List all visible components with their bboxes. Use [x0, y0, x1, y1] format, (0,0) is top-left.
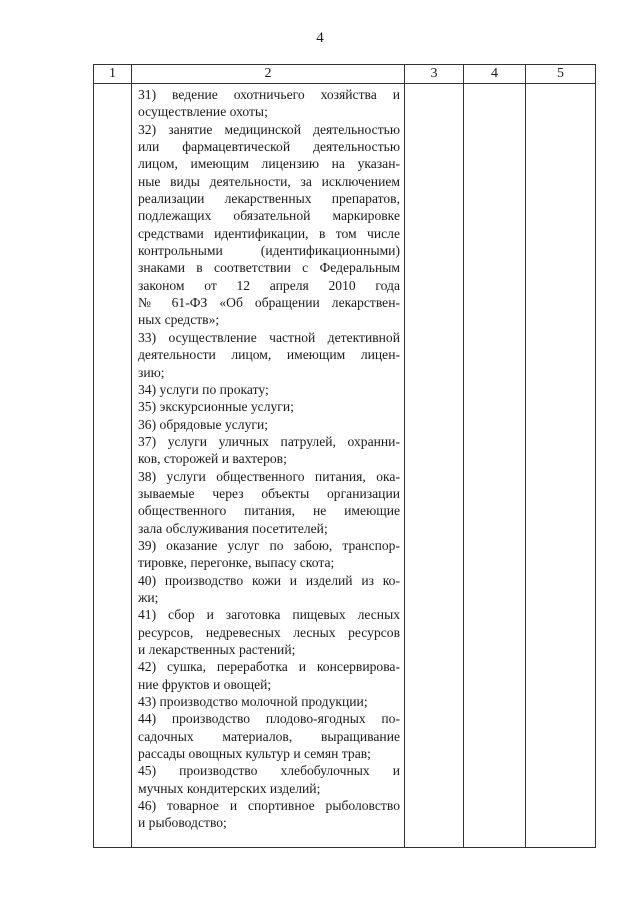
text-line: 45) производство хлебобулочных и [138, 763, 400, 779]
cell-col-3 [405, 84, 464, 848]
text-line: 36) обрядовые услуги; [138, 416, 269, 432]
text-line: ков, сторожей и вахтеров; [138, 451, 287, 467]
text-line: ные виды деятельности, за исключением [138, 173, 400, 189]
text-line: жи; [138, 589, 159, 605]
activity-list [138, 86, 400, 832]
text-line: зываемые через объекты организации [138, 485, 400, 501]
text-line: 38) услуги общественного питания, ока- [138, 468, 400, 484]
cell-col-5 [526, 84, 596, 848]
text-line: 46) товарное и спортивное рыболовство [138, 798, 400, 814]
text-line: и рыбоводство; [138, 815, 227, 831]
column-header-2: 2 [132, 65, 405, 84]
text-line: мучных кондитерских изделий; [138, 780, 321, 796]
column-header-5: 5 [526, 65, 596, 84]
cell-col-1 [94, 84, 132, 848]
activity-list-cell [132, 84, 405, 848]
text-line: средствами идентификации, в том числе [138, 225, 400, 241]
text-line: зала обслуживания посетителей; [138, 520, 328, 536]
cell-col-4 [464, 84, 526, 848]
text-line: 37) услуги уличных патрулей, охранни- [138, 433, 400, 449]
text-line: или фармацевтической деятельностью [138, 139, 400, 155]
table-row [94, 84, 596, 848]
text-line: контрольными (идентификационными) [138, 243, 400, 259]
text-line: подлежащих обязательной маркировке [138, 208, 400, 224]
text-line: рассады овощных культур и семян трав; [138, 746, 371, 762]
text-line: деятельности лицом, имеющим лицен- [138, 347, 400, 363]
text-line: 33) осуществление частной детективной [138, 329, 400, 345]
text-line: реализации лекарственных препаратов, [138, 191, 400, 207]
column-header-3: 3 [405, 65, 464, 84]
text-line: садочных материалов, выращивание [138, 728, 400, 744]
text-line: 31) ведение охотничьего хозяйства и [138, 87, 400, 102]
text-line: 43) производство молочной продукции; [138, 694, 368, 710]
text-line: 32) занятие медицинской деятельностью [138, 121, 400, 137]
text-line: тировке, перегонке, выпасу скота; [138, 555, 335, 571]
text-line: 41) сбор и заготовка пищевых лесных [138, 607, 400, 623]
document-table [93, 64, 596, 848]
text-line: ресурсов, недревесных лесных ресурсов [138, 624, 400, 640]
text-line: ние фруктов и овощей; [138, 676, 272, 692]
text-line: и лекарственных растений; [138, 642, 296, 657]
text-line: 39) оказание услуг по забою, транспор- [138, 537, 400, 553]
text-line: общественного питания, не имеющие [138, 503, 400, 519]
column-header-4: 4 [464, 65, 526, 84]
text-line: зию; [138, 364, 165, 380]
page-number: 4 [316, 30, 324, 46]
text-line: 44) производство плодово-ягодных по- [138, 711, 400, 727]
text-line: осуществление охоты; [138, 104, 268, 120]
column-header-1: 1 [94, 65, 132, 84]
text-line: 34) услуги по прокату; [138, 381, 269, 397]
text-line: лицом, имеющим лицензию на указан- [138, 156, 400, 172]
text-line: 40) производство кожи и изделий из ко- [138, 572, 400, 588]
table-header-row [94, 65, 596, 84]
text-line: законом от 12 апреля 2010 года [138, 277, 400, 293]
text-line: № 61-ФЗ «Об обращении лекарствен- [138, 295, 400, 311]
text-line: 35) экскурсионные услуги; [138, 399, 294, 415]
text-line: 42) сушка, переработка и консервирова- [138, 659, 400, 675]
text-line: знаками в соответствии с Федеральным [138, 260, 400, 276]
text-line: ных средств»; [138, 312, 220, 328]
